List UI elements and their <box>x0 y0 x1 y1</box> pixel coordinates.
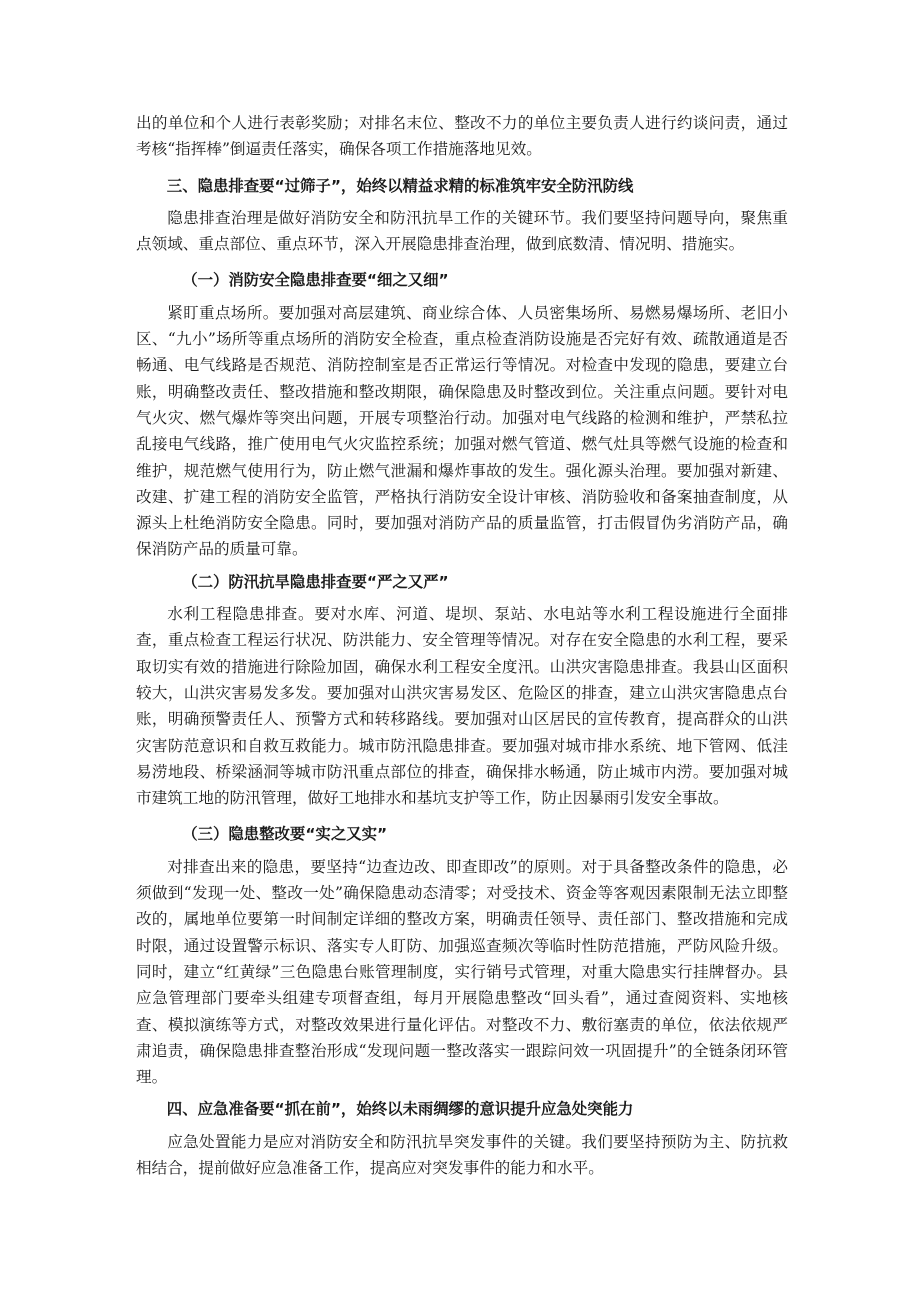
paragraph-section-4: 应急处置能力是应对消防安全和防汛抗旱突发事件的关键。我们要坚持预防为主、防抗救相结合，提前做好应急准备工作，提高应对突发事件的能力和水平。 <box>136 1132 788 1177</box>
paragraph-subsection-2: 水利工程隐患排查。要对水库、河道、堤坝、泵站、水电站等水利工程设施进行全面排查，重点检查工程运行状况、防洪能力、安全管理等情况。对存在安全隐患的水利工程，要采取切实有效的措施进行除险加固，确保水利工程安全度汛。山洪灾害隐患排查。我县山区面积较大，山洪灾害易发多发。要加强对山洪灾害易发区、危险区的排查，建立山洪灾害隐患点台账，明确预警责任人、预警方式和转移路线。要加强对山区居民的宣传教育，提高群众的山洪灾害防范意识和自救互救能力。城市防汛隐患排查。要加强对城市排水系统、地下管网、低洼易涝地段、桥梁涵洞等城市防汛重点部位的排查，确保排水畅通，防止城市内涝。要加强对城市建筑工地的防汛管理，做好工地排水和基坑支护等工作，防止因暴雨引发安全事故。 <box>136 605 788 808</box>
section-heading-4: 四、应急准备要“抓在前”，始终以未雨绸缪的意识提升应急处突能力 <box>166 1100 634 1119</box>
subsection-heading-1: （一）消防安全隐患排查要“细之又细” <box>182 271 449 290</box>
paragraph-section-3: 隐患排查治理是做好消防安全和防汛抗旱工作的关键环节。我们要坚持问题导向，聚焦重点领域、重点部位、重点环节，深入开展隐患排查治理，做到底数清、情况明、措施实。 <box>136 208 788 254</box>
paragraph-intro: 出的单位和个人进行表彰奖励；对排名末位、整改不力的单位主要负责人进行约谈问责，通过考核“指挥棒”倒逼责任落实，确保各项工作措施落地见效。 <box>136 114 788 159</box>
paragraph-subsection-3: 对排查出来的隐患，要坚持“边查边改、即查即改”的原则。对于具备整改条件的隐患，必须做到“发现一处、整改一处”确保隐患动态清零；对受技术、资金等客观因素限制无法立即整改的，属地单位要第一时间制定详细的整改方案，明确责任领导、责任部门、整改措施和完成时限，通过设置警示标识、落实专人盯防、加强巡查频次等临时性防范措施，严防风险升级。同时，建立“红黄绿”三色隐患台账管理制度，实行销号式管理，对重大隐患实行挂牌督办。县应急管理部门要牵头组建专项督查组，每月开展隐患整改“回头看”，通过查阅资料、实地核查、模拟演练等方式，对整改效果进行量化评估。对整改不力、敷衍塞责的单位，依法依规严肃追责，确保隐患排查整治形成“发现问题一整改落实一跟踪问效一巩固提升”的全链条闭环管理。 <box>136 857 788 1087</box>
subsection-heading-2: （二）防汛抗旱隐患排查要“严之又严” <box>182 572 449 591</box>
paragraph-subsection-1: 紧盯重点场所。要加强对高层建筑、商业综合体、人员密集场所、易燃易爆场所、老旧小区、“九小”场所等重点场所的消防安全检查，重点检查消防设施是否完好有效、疏散通道是否畅通、电气线路是否规范、消防控制室是否正常运行等情况。对检查中发现的隐患，要建立台账，明确整改责任、整改措施和整改期限，确保隐患及时整改到位。关注重点问题。要针对电气火灾、燃气爆炸等突出问题，开展专项整治行动。加强对电气线路的检测和维护，严禁私拉乱接电气线路，推广使用电气火灾监控系统；加强对燃气管道、燃气灶具等燃气设施的检查和维护，规范燃气使用行为，防止燃气泄漏和爆炸事故的发生。强化源头治理。要加强对新建、改建、扩建工程的消防安全监管，严格执行消防安全设计审核、消防验收和备案抽查制度，从源头上杜绝消防安全隐患。同时，要加强对消防产品的质量监管，打击假冒伪劣消防产品，确保消防产品的质量可靠。 <box>136 303 788 559</box>
subsection-heading-3: （三）隐患整改要“实之又实” <box>182 825 388 844</box>
section-heading-3: 三、隐患排查要“过筛子”，始终以精益求精的标准筑牢安全防汛防线 <box>166 176 634 195</box>
document-page <box>136 110 788 1181</box>
